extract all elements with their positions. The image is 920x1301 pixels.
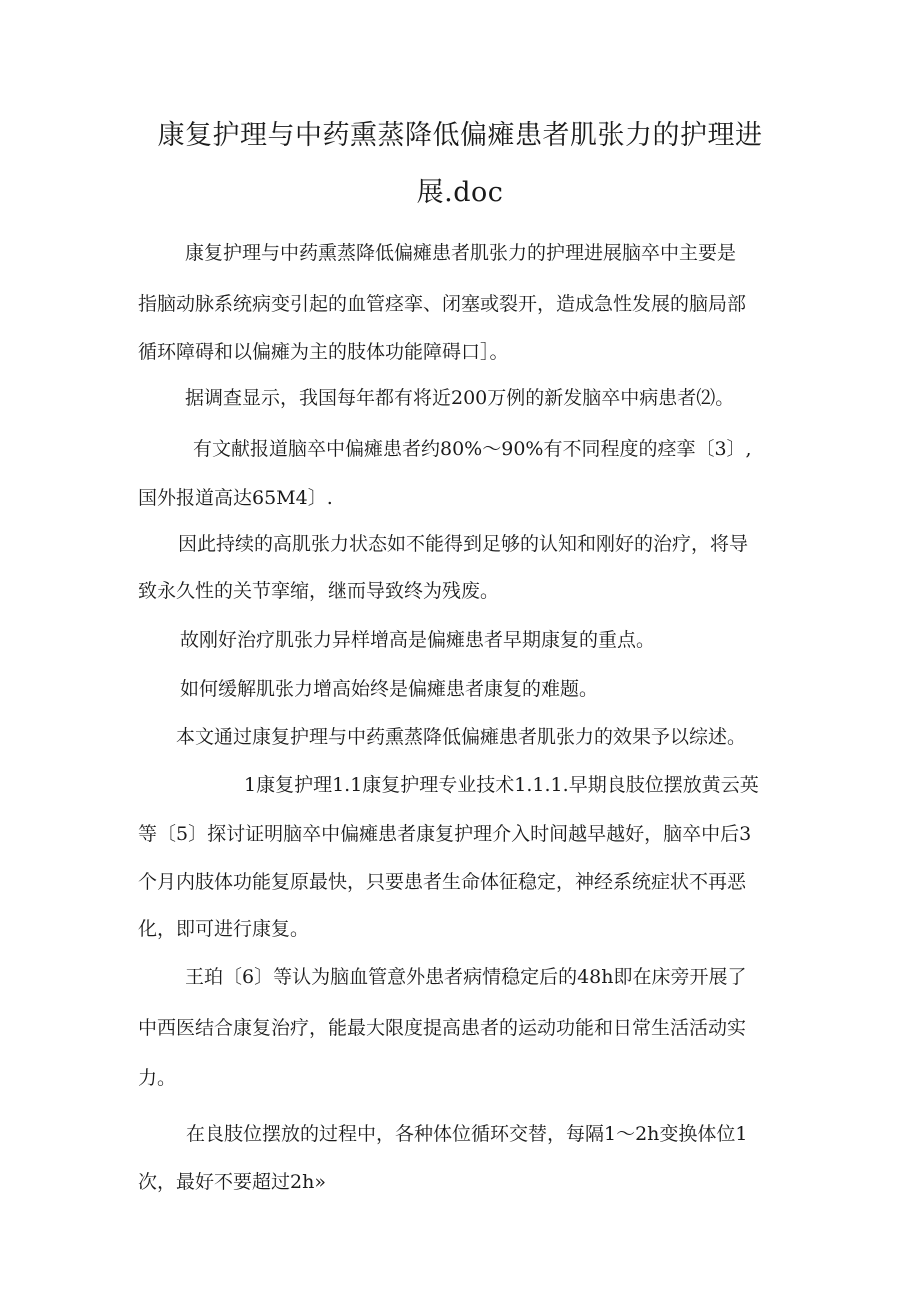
paragraph-8-line-3: 个月内肢体功能复原最快，只要患者生命体征稳定，神经系统症状不再恶 — [138, 871, 747, 893]
paragraph-4-line-1: 因此持续的高肌张力状态如不能得到足够的认知和刚好的治疗，将导 — [178, 533, 749, 555]
paragraph-6-line-1: 如何缓解肌张力增高始终是偏瘫患者康复的难题。 — [180, 678, 599, 700]
paragraph-3-line-2: 国外报道高达65M4〕. — [138, 487, 333, 509]
document-title-line-2: 展.doc — [416, 177, 504, 208]
paragraph-2-line-1: 据调查显示，我国每年都有将近200万例的新发脑卒中病患者⑵。 — [185, 387, 735, 409]
paragraph-1-line-3: 循环障碍和以偏瘫为主的肢体功能障碍口］。 — [138, 341, 509, 363]
paragraph-1-line-1: 康复护理与中药熏蒸降低偏瘫患者肌张力的护理进展脑卒中主要是 — [185, 242, 737, 264]
paragraph-9-line-1: 王珀〔6〕等认为脑血管意外患者病情稳定后的48h即在床旁开展了 — [185, 966, 747, 988]
paragraph-8-line-2: 等〔5〕探讨证明脑卒中偏瘫患者康复护理介入时间越早越好，脑卒中后3 — [138, 823, 752, 845]
document-title-line-1: 康复护理与中药熏蒸降低偏瘫患者肌张力的护理进 — [157, 120, 763, 151]
paragraph-5-line-1: 故刚好治疗肌张力异样增高是偏瘫患者早期康复的重点。 — [180, 629, 656, 651]
paragraph-1-line-2: 指脑动脉系统病变引起的血管痉挛、闭塞或裂开，造成急性发展的脑局部 — [138, 293, 747, 315]
paragraph-9-line-3: 力。 — [138, 1067, 177, 1089]
paragraph-4-line-2: 致永久性的关节挛缩，继而导致终为残废。 — [138, 580, 500, 602]
paragraph-8-line-4: 化，即可进行康复。 — [138, 918, 310, 940]
paragraph-8-line-1: 1康复护理1.1康复护理专业技术1.1.1.早期良肢位摆放黄云英 — [244, 774, 759, 796]
paragraph-3-line-1: 有文献报道脑卒中偏瘫患者约80%～90%有不同程度的痉挛〔3〕, — [193, 438, 752, 460]
paragraph-10-line-1: 在良肢位摆放的过程中，各种体位循环交替，每隔1～2h变换体位1 — [186, 1123, 748, 1145]
paragraph-7-line-1: 本文通过康复护理与中药熏蒸降低偏瘫患者肌张力的效果予以综述。 — [176, 726, 747, 748]
paragraph-10-line-2: 次，最好不要超过2h» — [138, 1171, 326, 1193]
paragraph-9-line-2: 中西医结合康复治疗，能最大限度提高患者的运动功能和日常生活活动实 — [138, 1017, 747, 1039]
